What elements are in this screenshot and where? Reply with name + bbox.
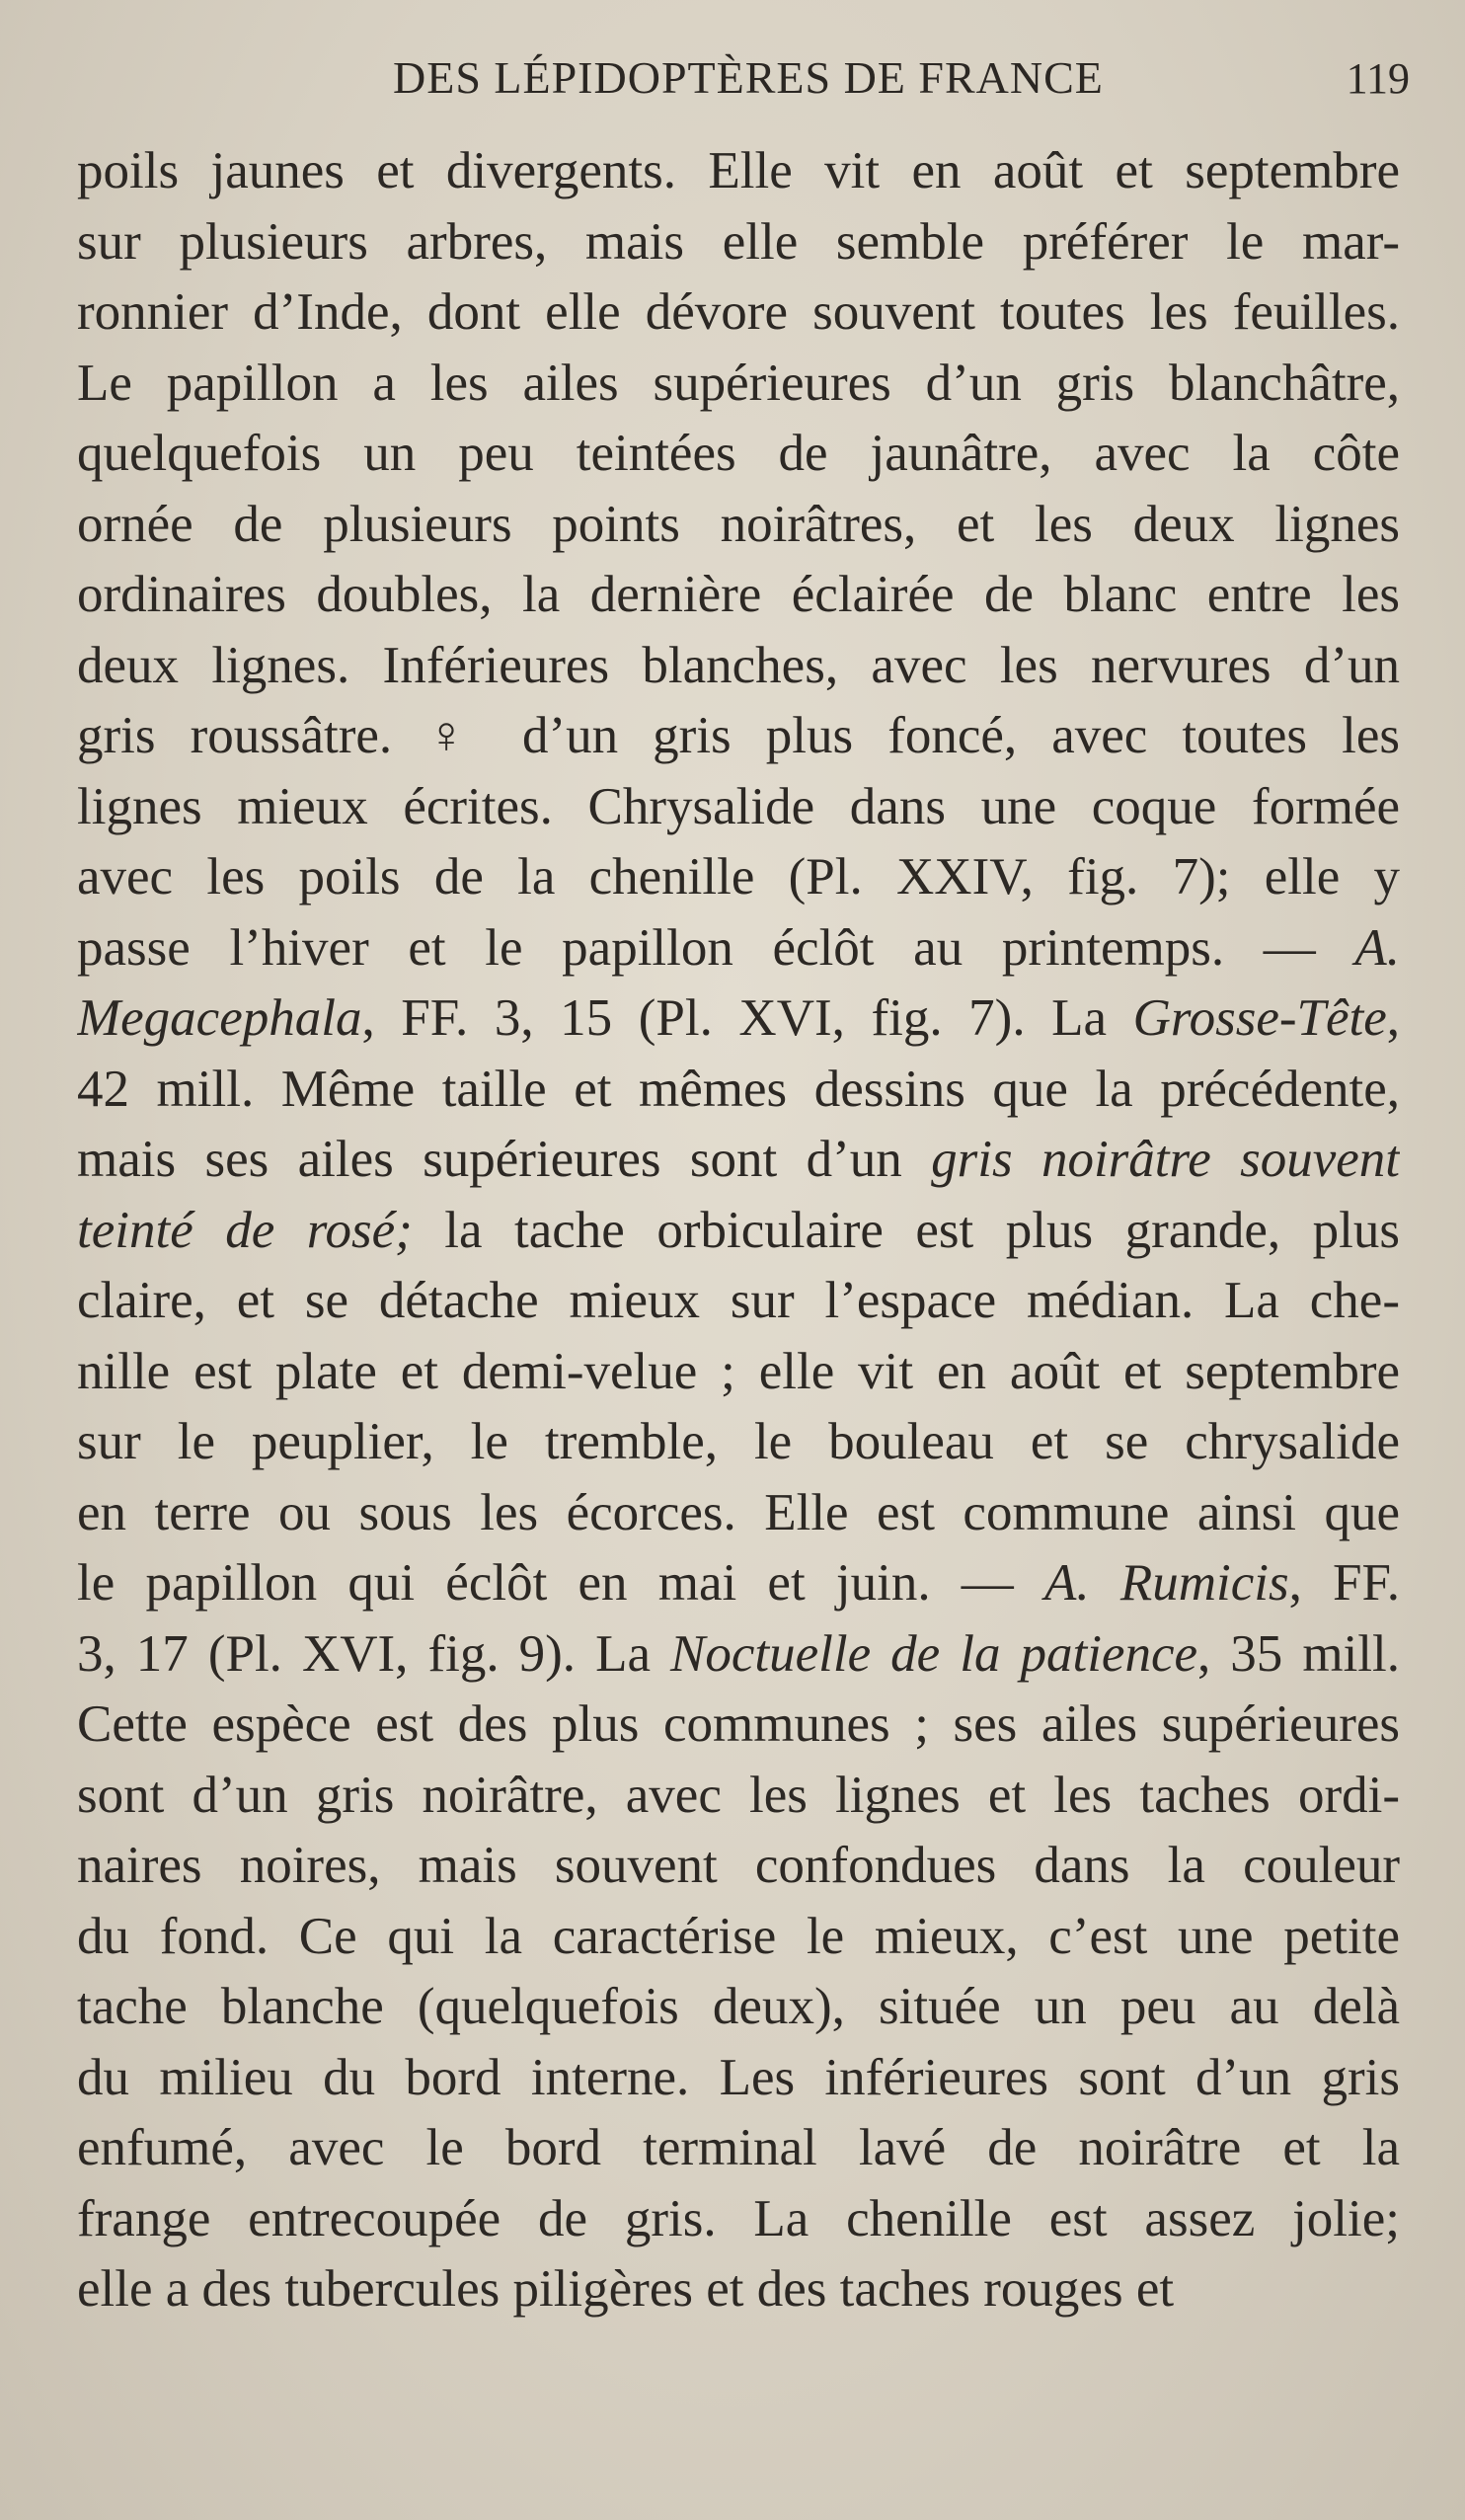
- text-segment: le papillon qui éclôt en mai et juin. —: [77, 1554, 1044, 1612]
- italic-segment: A. Rumicis: [1044, 1554, 1289, 1612]
- text-segment: ronnier d’Inde, dont elle dévore souvent toutes les feuilles.: [77, 283, 1400, 341]
- text-segment: quelquefois un peu teintées de jaunâtre, avec la côte: [77, 425, 1400, 482]
- text-segment: nille est plate et demi-velue ; elle vit en août et septembre: [77, 1342, 1400, 1400]
- text-line: [77, 1407, 1400, 1478]
- text-line: [77, 1548, 1400, 1619]
- text-line: [77, 560, 1400, 631]
- text-segment: lignes mieux écrites. Chrysalide dans une coque formée: [77, 777, 1400, 835]
- text-segment: 3, 17 (Pl. XVI, fig. 9). La: [77, 1624, 671, 1683]
- text-segment: , FF.: [1288, 1554, 1400, 1612]
- text-line: [77, 207, 1400, 278]
- text-segment: , 35 mill.: [1197, 1624, 1400, 1683]
- text-line: [77, 701, 1400, 772]
- text-segment: mais ses ailes supérieures sont d’un: [77, 1131, 932, 1188]
- text-line: [77, 1831, 1400, 1902]
- text-line: [77, 490, 1400, 561]
- text-segment: , FF. 3, 15 (Pl. XVI, fig. 7). La: [361, 989, 1133, 1047]
- text-segment: Le papillon a les ailes supérieures d’un gris blanchâtre,: [77, 354, 1400, 412]
- text-line: [77, 1972, 1400, 2043]
- text-segment: ornée de plusieurs points noirâtres, et les deux lignes: [77, 495, 1400, 553]
- text-segment: sur le peuplier, le tremble, le bouleau et se chrysalide: [77, 1413, 1400, 1470]
- text-line: [77, 2184, 1400, 2255]
- text-segment: avec les poils de la chenille (Pl. XXIV, fig. 7); elle y: [77, 848, 1400, 906]
- text-segment: du fond. Ce qui la caractérise le mieux, c’est une petite: [77, 1907, 1400, 1965]
- text-line: [77, 1337, 1400, 1408]
- text-line: [77, 1619, 1400, 1691]
- running-title: DES LÉPIDOPTÈRES DE FRANCE: [393, 52, 1104, 103]
- text-segment: Cette espèce est des plus communes ; ses ailes supérieures: [77, 1695, 1400, 1753]
- italic-segment: Grosse-Tête: [1132, 989, 1387, 1047]
- text-line: [77, 1478, 1400, 1549]
- text-segment: en terre ou sous les écorces. Elle est commune ainsi que: [77, 1483, 1400, 1541]
- text-segment: la tache orbiculaire est plus grande, plus: [412, 1201, 1400, 1259]
- text-line: [77, 1902, 1400, 1973]
- text-segment: elle a des tubercules piligères et des taches rouges et: [77, 2260, 1175, 2318]
- text-line: [77, 984, 1400, 1055]
- italic-segment: Megacephala: [77, 989, 362, 1047]
- italic-segment: gris noirâtre souvent: [931, 1131, 1400, 1188]
- text-line: [77, 349, 1400, 420]
- text-line: [77, 2113, 1400, 2184]
- text-line: [77, 1055, 1400, 1126]
- body-text: [77, 136, 1400, 2325]
- text-line: [77, 1690, 1400, 1761]
- text-line: [77, 1761, 1400, 1832]
- text-segment: claire, et se détache mieux sur l’espace médian. La che-: [77, 1272, 1400, 1329]
- italic-segment: A.: [1354, 918, 1400, 977]
- text-segment: enfumé, avec le bord terminal lavé de noirâtre et la: [77, 2119, 1400, 2176]
- text-segment: passe l’hiver et le papillon éclôt au printemps. —: [77, 918, 1355, 977]
- text-line: [77, 2043, 1400, 2114]
- text-line: [77, 136, 1400, 207]
- italic-segment: teinté de rosé;: [77, 1201, 413, 1259]
- text-line: [77, 1125, 1400, 1196]
- text-segment: ordinaires doubles, la dernière éclairée de blanc entre les: [77, 566, 1400, 623]
- text-segment: frange entrecoupée de gris. La chenille est assez jolie;: [77, 2189, 1400, 2247]
- text-segment: 42 mill. Même taille et mêmes dessins que la précédente,: [77, 1060, 1400, 1118]
- text-segment: gris roussâtre. ♀ d’un gris plus foncé, avec toutes les: [77, 707, 1400, 764]
- text-line: [77, 2254, 1400, 2325]
- text-segment: deux lignes. Inférieures blanches, avec les nervures d’un: [77, 636, 1400, 694]
- text-line: [77, 631, 1400, 702]
- text-segment: ,: [1386, 989, 1400, 1047]
- text-segment: tache blanche (quelquefois deux), située un peu au delà: [77, 1978, 1400, 2035]
- text-line: [77, 913, 1400, 984]
- page-number: 119: [1346, 54, 1410, 103]
- running-head: [77, 51, 1410, 111]
- text-line: [77, 419, 1400, 490]
- text-segment: naires noires, mais souvent confondues dans la couleur: [77, 1837, 1400, 1894]
- text-line: [77, 772, 1400, 843]
- text-segment: du milieu du bord interne. Les inférieures sont d’un gris: [77, 2048, 1400, 2106]
- italic-segment: Noctuelle de la patience: [670, 1624, 1198, 1683]
- text-segment: sont d’un gris noirâtre, avec les lignes et les taches ordi-: [77, 1766, 1400, 1824]
- text-line: [77, 1266, 1400, 1337]
- text-line: [77, 277, 1400, 349]
- text-line: [77, 842, 1400, 913]
- text-segment: sur plusieurs arbres, mais elle semble préférer le mar-: [77, 212, 1400, 271]
- text-segment: poils jaunes et divergents. Elle vit en août et septembre: [77, 142, 1400, 199]
- text-line: [77, 1196, 1400, 1267]
